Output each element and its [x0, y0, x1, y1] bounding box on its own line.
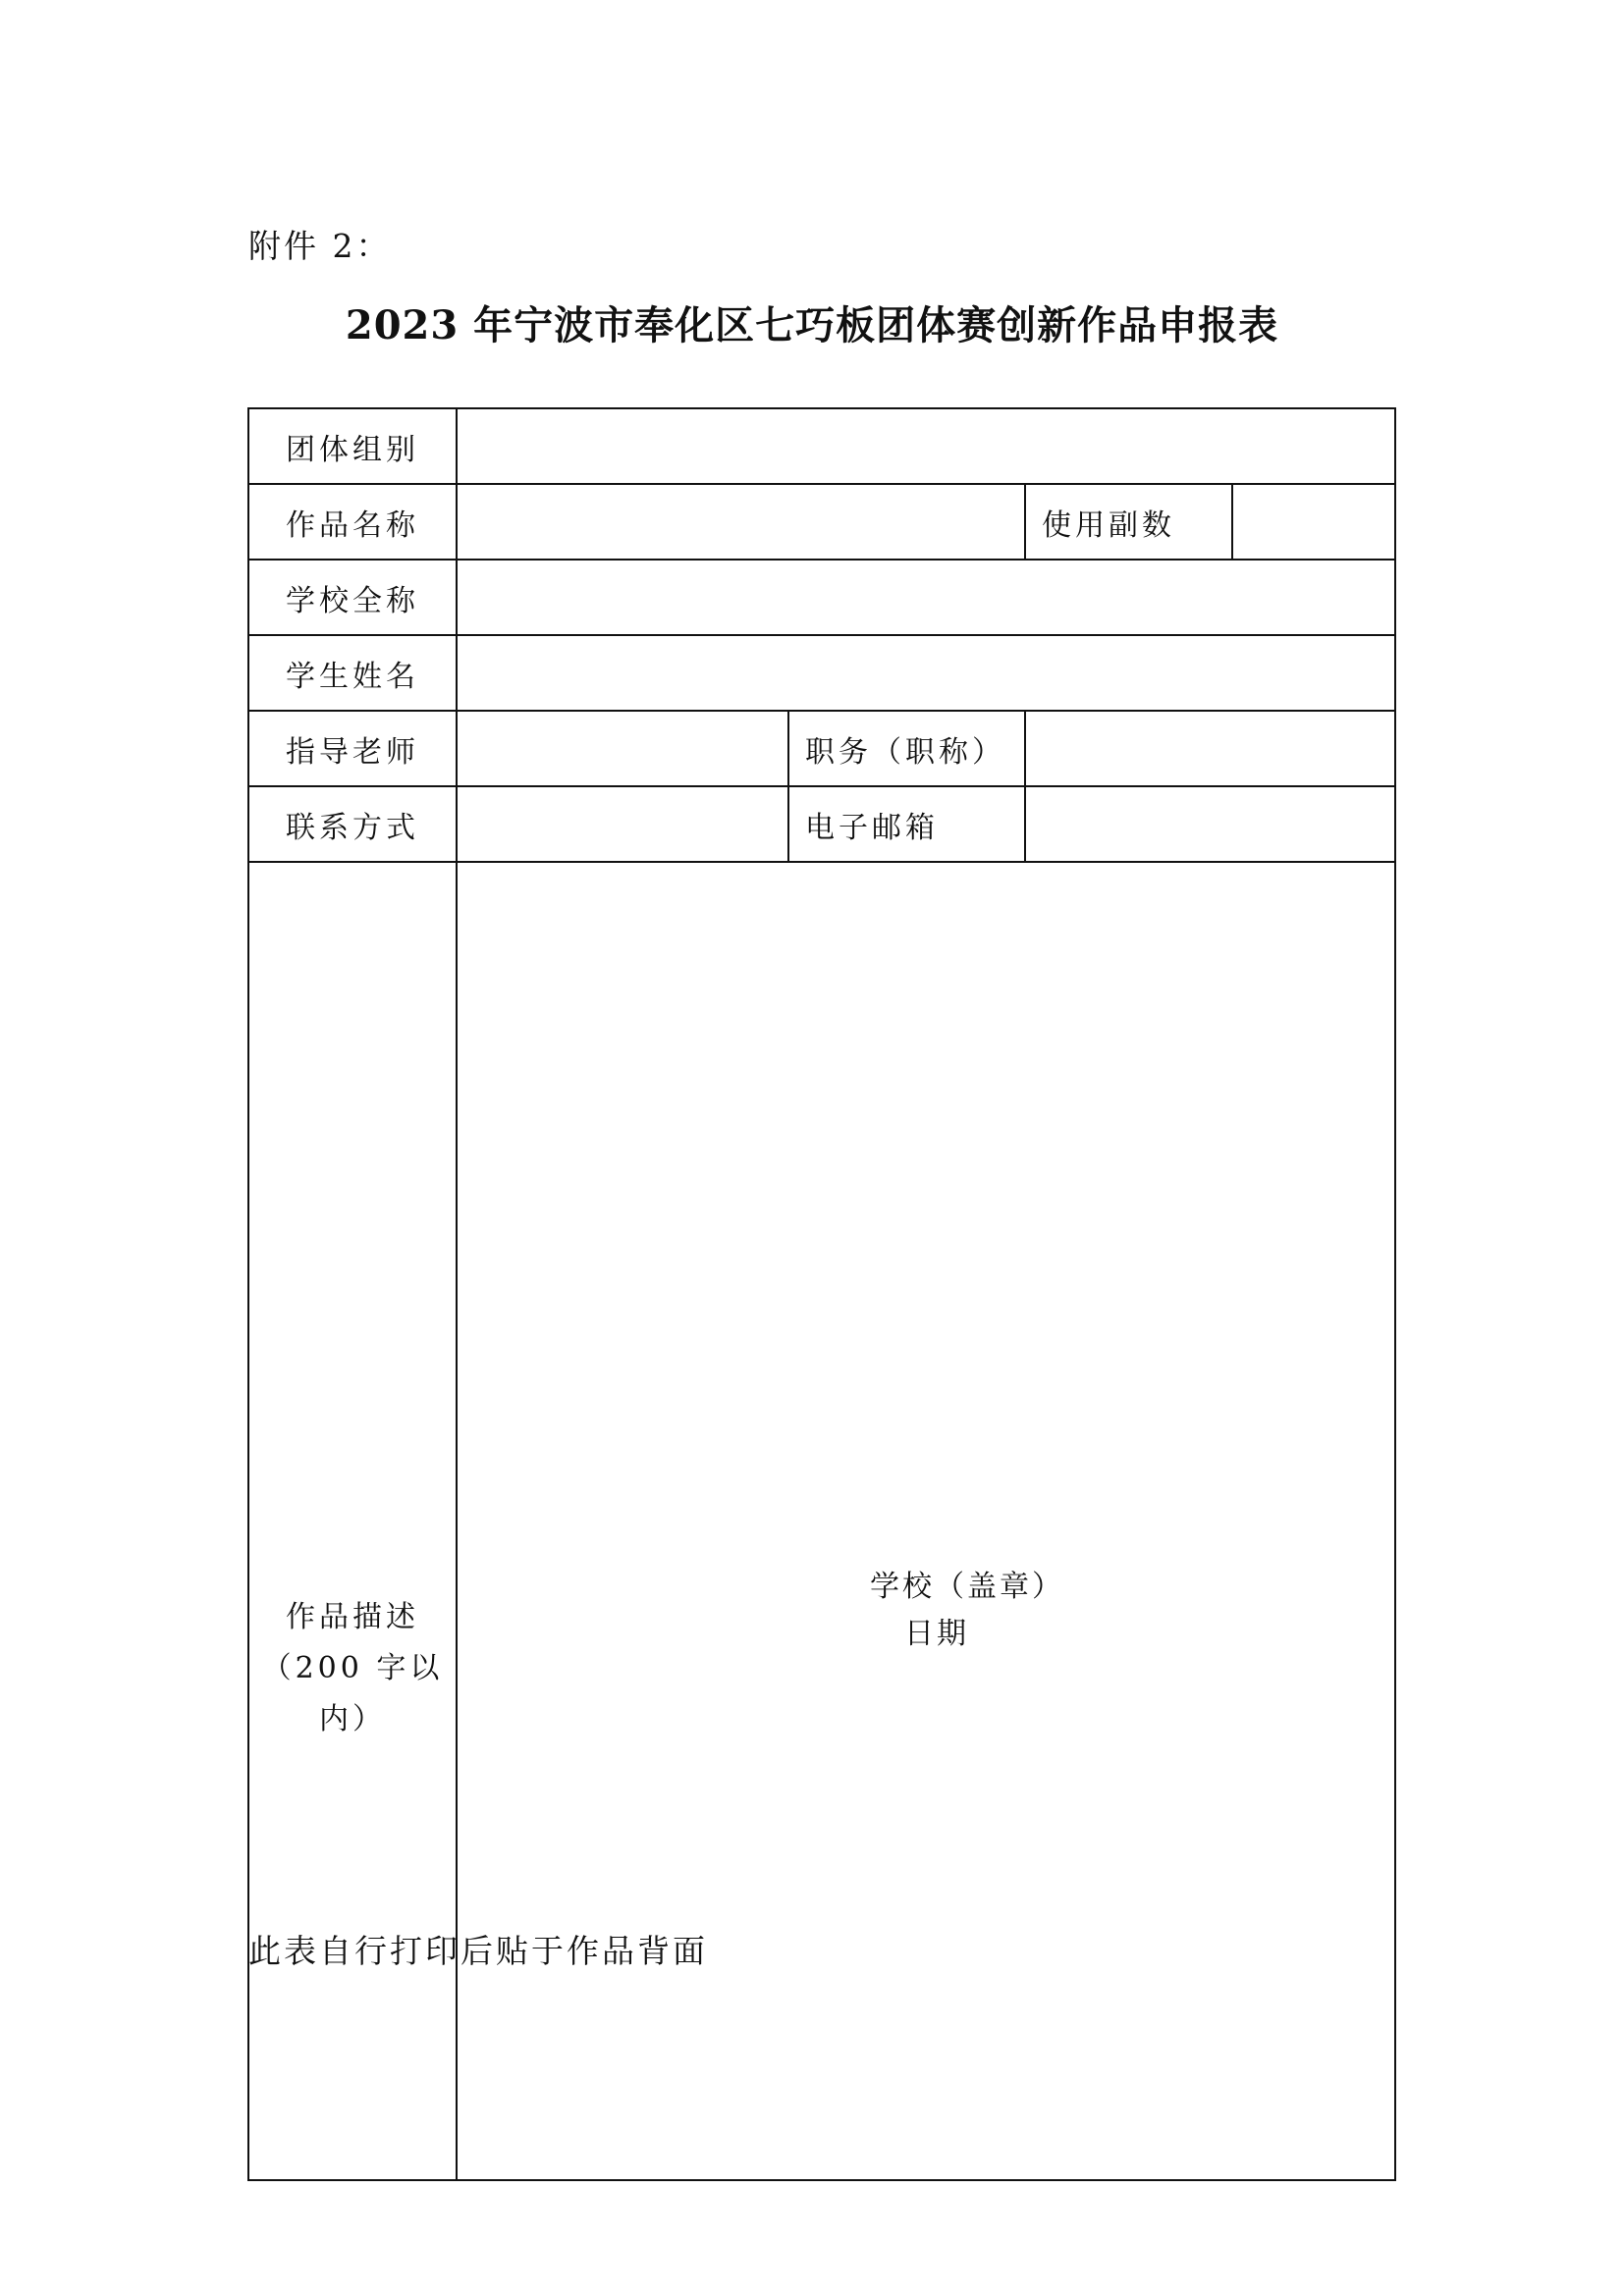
description-label-line1: 作品描述	[286, 1599, 419, 1634]
application-form-table	[247, 407, 1396, 2181]
description-field[interactable]	[457, 862, 1395, 2180]
students-label: 学生姓名	[248, 635, 457, 711]
teacher-label: 指导老师	[248, 711, 457, 786]
school-label: 学校全称	[248, 560, 457, 635]
students-field[interactable]	[457, 635, 1395, 711]
position-field[interactable]	[1025, 711, 1395, 786]
row-teacher	[248, 711, 1395, 786]
group-label: 团体组别	[248, 408, 457, 484]
school-field[interactable]	[457, 560, 1395, 635]
email-label: 电子邮箱	[788, 786, 1025, 862]
teacher-field[interactable]	[457, 711, 788, 786]
footer-note: 此表自行打印后贴于作品背面	[248, 1932, 708, 1970]
work-name-field[interactable]	[457, 484, 1025, 560]
email-field[interactable]	[1025, 786, 1395, 862]
contact-field[interactable]	[457, 786, 788, 862]
row-students	[248, 635, 1395, 711]
description-label-line2: （200 字以	[261, 1650, 444, 1685]
description-label	[248, 862, 457, 2180]
form-title: 2023 年宁波市奉化区七巧板团体赛创新作品申报表	[345, 302, 1279, 348]
row-description	[248, 862, 1395, 2180]
date-label: 日期	[904, 1617, 969, 1651]
copies-field[interactable]	[1232, 484, 1395, 560]
attachment-label: 附件 2：	[248, 227, 392, 265]
school-seal-label: 学校（盖章）	[870, 1570, 1064, 1604]
group-field[interactable]	[457, 408, 1395, 484]
row-school	[248, 560, 1395, 635]
description-label-line3: 内）	[319, 1701, 386, 1736]
row-contact	[248, 786, 1395, 862]
row-work-name	[248, 484, 1395, 560]
row-group	[248, 408, 1395, 484]
contact-label: 联系方式	[248, 786, 457, 862]
work-name-label: 作品名称	[248, 484, 457, 560]
copies-label: 使用副数	[1025, 484, 1232, 560]
position-label: 职务（职称）	[788, 711, 1025, 786]
